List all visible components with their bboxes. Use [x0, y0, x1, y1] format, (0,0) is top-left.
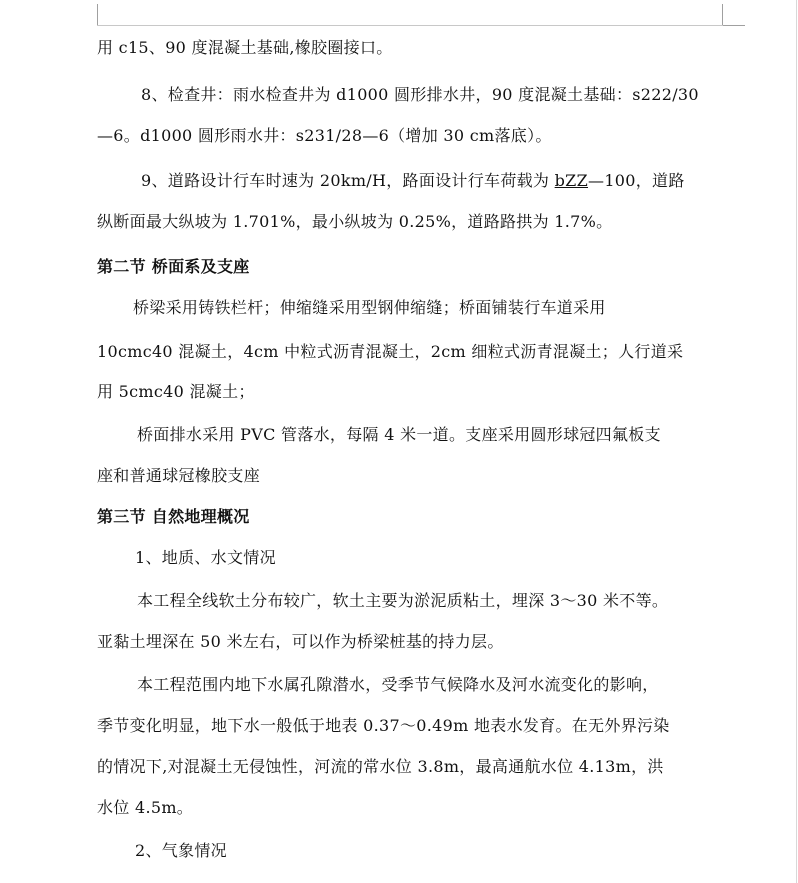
subsection-heading: 1、地质、水文情况 [135, 548, 276, 567]
text-run-underlined: bZZ [554, 171, 589, 190]
paragraph-line: 纵断面最大纵坡为 1.701%，最小纵坡为 0.25%，道路路拱为 1.7%。 [97, 212, 613, 231]
subsection-heading: 2、气象情况 [135, 841, 227, 860]
paragraph-line: 10cmc40 混凝土，4cm 中粒式沥青混凝土，2cm 细粒式沥青混凝土；人行道采 [97, 342, 684, 361]
text-run: 9、道路设计行车时速为 20km/H，路面设计行车荷载为 [141, 171, 555, 190]
section-heading: 第三节 自然地理概况 [97, 507, 250, 526]
paragraph-line: 本工程全线软土分布较广，软土主要为淤泥质粘土，埋深 3～30 米不等。 [137, 591, 669, 610]
paragraph-line: 8、检查井：雨水检查井为 d1000 圆形排水井，90 度混凝土基础：s222/30 [141, 85, 699, 104]
paragraph-line [141, 171, 685, 191]
paragraph-line: 桥面排水采用 PVC 管落水，每隔 4 米一道。支座采用圆形球冠四氟板支 [137, 425, 661, 444]
paragraph-line: 桥梁采用铸铁栏杆；伸缩缝采用型钢伸缩缝；桥面铺装行车道采用 [133, 298, 606, 317]
text-run: —100，道路 [588, 171, 685, 190]
paragraph-line: 用 5cmc40 混凝土； [97, 382, 255, 401]
margin-corner-mark-right-horizontal [723, 25, 745, 26]
margin-corner-mark-right [722, 4, 723, 26]
margin-corner-mark-left [97, 4, 98, 26]
section-heading: 第二节 桥面系及支座 [97, 257, 250, 276]
header-boundary-line [97, 25, 723, 26]
paragraph-line: 座和普通球冠橡胶支座 [97, 466, 261, 485]
paragraph-line: 水位 4.5m。 [97, 798, 194, 817]
paragraph-line: 的情况下,对混凝土无侵蚀性，河流的常水位 3.8m，最高通航水位 4.13m，洪 [97, 757, 664, 776]
paragraph-line: 用 c15、90 度混凝土基础,橡胶圈接口。 [97, 38, 393, 57]
paragraph-line: 季节变化明显，地下水一般低于地表 0.37～0.49m 地表水发育。在无外界污染 [97, 716, 670, 735]
paragraph-line: 亚黏土埋深在 50 米左右，可以作为桥梁桩基的持力层。 [97, 632, 504, 651]
paragraph-line: 本工程范围内地下水属孔隙潜水，受季节气候降水及河水流变化的影响， [137, 675, 659, 694]
paragraph-line: —6。d1000 圆形雨水井：s231/28—6（增加 30 cm落底）。 [97, 126, 552, 145]
